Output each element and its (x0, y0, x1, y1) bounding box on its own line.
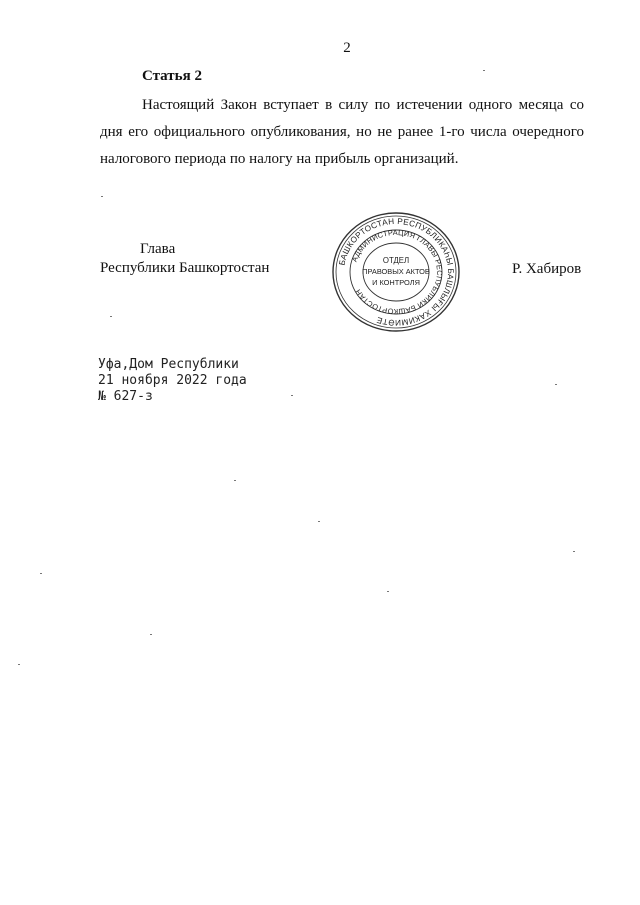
seal-center-line3: И КОНТРОЛЯ (372, 278, 420, 287)
scan-speck (101, 196, 103, 197)
seal-center-line1: ОТДЕЛ (382, 256, 410, 265)
signatory-title (100, 240, 270, 278)
signing-date: 21 ноября 2022 года (98, 373, 247, 388)
law-number: № 627-з (98, 389, 153, 404)
scan-speck (573, 551, 575, 552)
article-text: Настоящий Закон вступает в силу по истечении одного месяца со дня его официального опубликования, но не ранее 1-го числа очередного налогового периода по налогу на прибыль организаций. (100, 97, 584, 167)
scan-speck (234, 480, 236, 481)
article-paragraph (100, 92, 584, 173)
scan-speck (40, 573, 42, 574)
page-number: 2 (343, 40, 351, 56)
signatory-title-line1: Глава (140, 241, 176, 257)
scan-speck (318, 521, 320, 522)
scan-speck (483, 70, 485, 71)
place-date-block (98, 357, 247, 405)
scan-speck (110, 316, 112, 317)
signing-place: Уфа,Дом Республики (98, 357, 239, 372)
article-heading: Статья 2 (142, 68, 202, 84)
scan-speck (387, 591, 389, 592)
scan-speck (555, 384, 557, 385)
scan-speck (150, 634, 152, 635)
scan-speck (291, 395, 293, 396)
seal-center-line2: ПРАВОВЫХ АКТОВ (362, 267, 430, 276)
scan-speck (18, 664, 20, 665)
signatory-name: Р. Хабиров (512, 261, 582, 277)
official-seal (330, 210, 462, 334)
signatory-title-line2: Республики Башкортостан (100, 260, 270, 276)
seal-inner-text: АДМИНИСТРАЦИЯ ГЛАВЫ РЕСПУБЛИКИ БАШКОРТОСТАН (349, 227, 445, 317)
seal-outer-text: БАШКОРТОСТАН РЕСПУБЛИКАҺЫ БАШЛЫҒЫ ХАКИМИӘТЕ (337, 216, 456, 328)
